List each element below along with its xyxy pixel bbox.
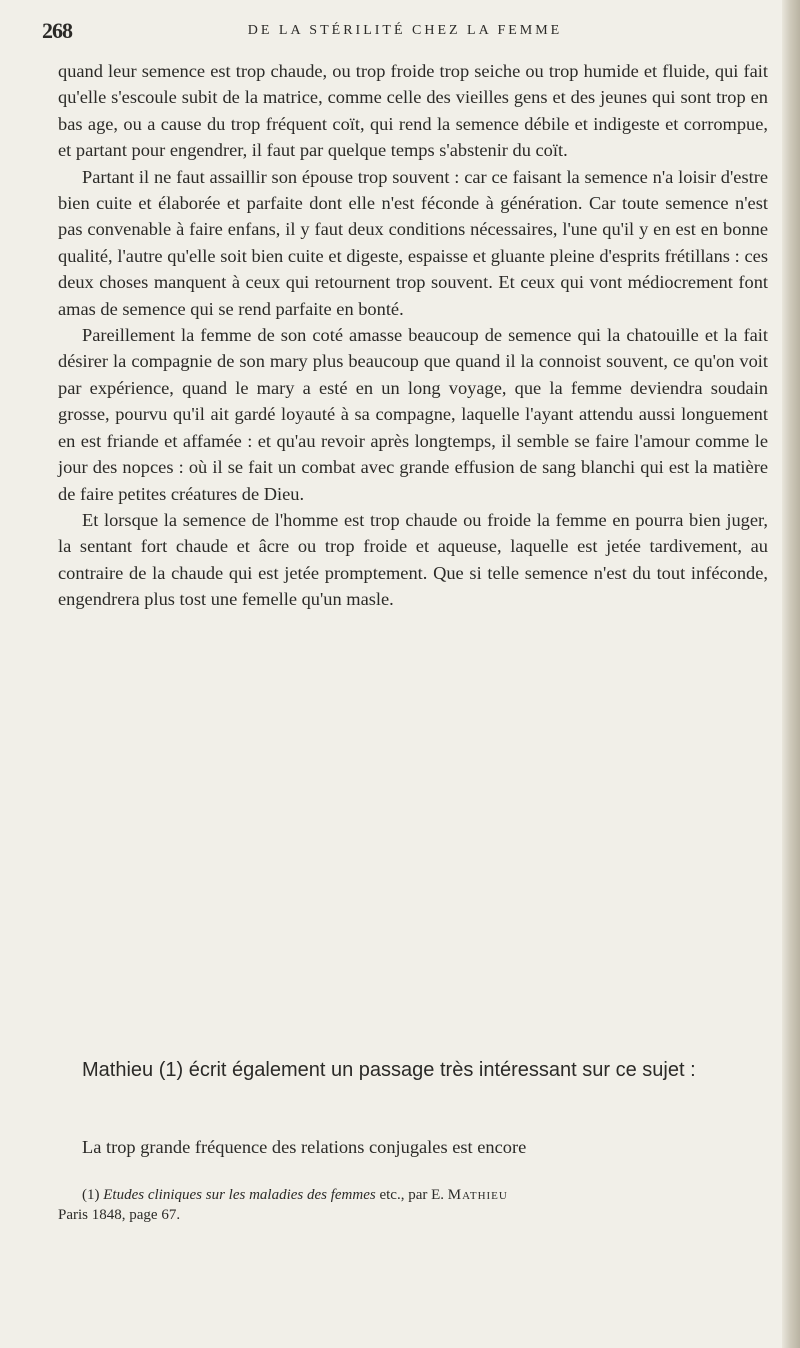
page-edge [782,0,800,1348]
body-text [58,58,768,613]
paragraph: Pareillement la femme de son coté amasse beaucoup de semence qui la chatouille et la fait désirer la compagnie de son mary plus beaucoup que quand il la connoist souvent, ce qu'on voit par expérience, quand le mary a esté en un long voyage, que la femme deviendra soudain grosse, pourvu qu'il ait gardé loyauté à sa compagne, laquelle l'ayant attendu aussi longuement en est friande et affamée : et qu'au revoir après longtemps, il semble se faire l'amour comme le jour des nopces : où il se fait un combat avec grande effusion de sang blanchi qui est la matière de faire petites créatures de Dieu. [58,325,768,504]
quote-paragraph: La trop grande fréquence des relations conjugales est encore [82,1137,527,1157]
running-title: DE LA STÉRILITÉ CHEZ LA FEMME [247,23,563,38]
paragraph: quand leur semence est trop chaude, ou trop froide trop seiche ou trop humide et fluide, qui fait qu'elle s'escoule subit de la matrice, comme celle des vieilles gens et des jeunes qui sont trop en bas age, ou a cause du trop fréquent coït, qui rend la semence débile et indigeste et corrompue, et partant pour engendrer, il faut par quelque temps s'abstenir du coït. [58,61,768,161]
paragraph: Partant il ne faut assaillir son épouse trop souvent : car ce faisant la semence n'a loisir d'estre bien cuite et élaborée et parfaite dont elle n'est féconde à génération. Car toute semence n'est pas convenable à faire enfans, il y faut deux conditions nécessaires, l'une qu'il y en est en bonne qualité, l'autre qu'elle soit bien cuite et digeste, espaisse et gluante pleine d'esprits frétillans : ces deux choses manquent à ceux qui retournent trop souvent. Et ceux qui vont médiocrement font amas de semence qui se rend parfaite en bonté. [58,166,768,319]
intro-paragraph: Mathieu (1) écrit également un passage très intéressant sur ce sujet : [82,1059,696,1081]
page-number: 268 [42,18,72,43]
footnote [58,1185,768,1225]
page-header [42,18,768,46]
footnote-author: Mathieu [447,1187,508,1203]
section-intro [58,1056,768,1085]
footnote-title: Etudes cliniques sur les maladies des femmes [103,1187,376,1203]
footnote-marker: (1) [82,1187,100,1203]
footnote-rest: etc., par E. [379,1187,445,1203]
quote-start [58,1134,768,1160]
paragraph: Et lorsque la semence de l'homme est trop chaude ou froide la femme en pourra bien juger, la sentant fort chaude et âcre ou trop froide et aqueuse, laquelle est jetée tardivement, au contraire de la chaude qui est jetée promptement. Que si telle semence n'est du tout inféconde, engendrera plus tost une femelle qu'un masle. [58,509,768,610]
footnote-place: Paris 1848, page 67. [58,1207,181,1223]
